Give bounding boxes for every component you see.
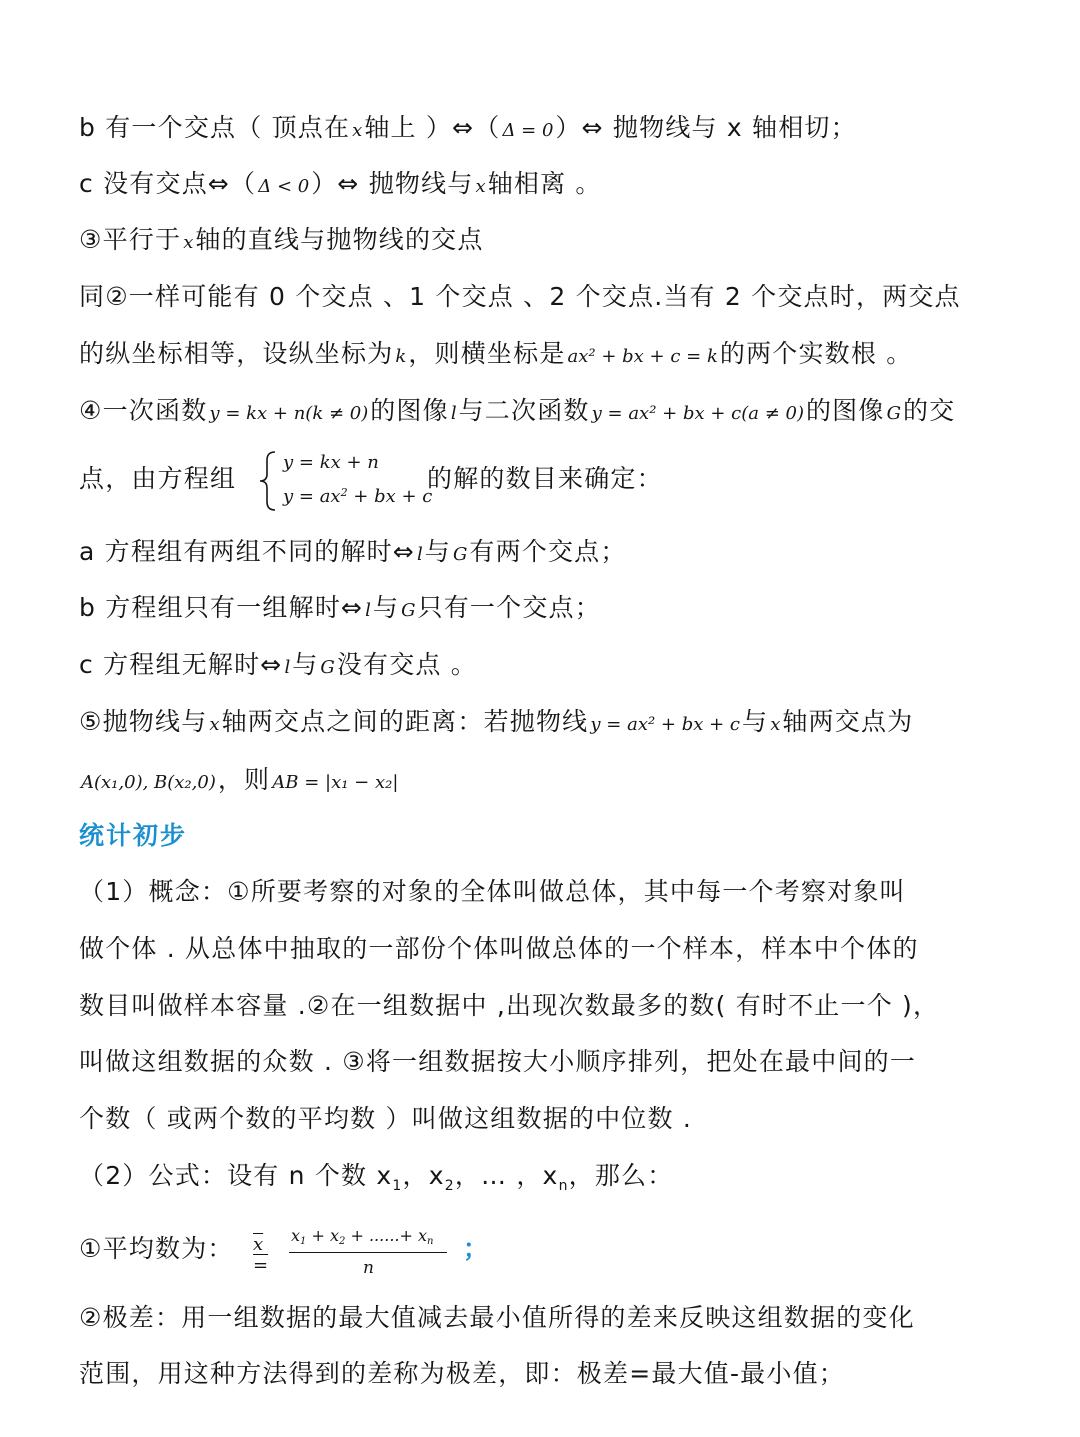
math-x: x — [209, 714, 220, 735]
text: 的解的数目来确定： — [427, 464, 663, 493]
text: ，x — [402, 1161, 445, 1190]
line-case-a — [79, 536, 627, 571]
x-bar-text: x = — [253, 1234, 269, 1276]
line-distance-formula — [79, 764, 400, 799]
text: 点，由方程组 — [79, 464, 237, 493]
text: 有两个交点； — [469, 537, 627, 566]
text: 轴相离 。 — [487, 169, 602, 198]
paragraph-line: ②极差：用一组数据的最大值减去最小值所得的差来反映这组数据的变化 — [79, 1303, 915, 1332]
math-G: G — [452, 544, 468, 565]
text: ）⇔ 抛物线与 x 轴相切； — [555, 113, 857, 142]
mean-denominator: n — [363, 1258, 374, 1278]
text: 与 — [742, 707, 769, 736]
text: （2）公式：设有 n 个数 x — [79, 1161, 393, 1190]
math-points-a-b: A(x₁,0), B(x₂,0) — [81, 772, 216, 793]
text: ④一次函数 — [79, 396, 208, 425]
text: ，那么： — [568, 1161, 674, 1190]
text: 的纵坐标相等，设纵坐标为 — [79, 339, 394, 368]
left-brace-icon — [255, 450, 279, 512]
text: 与 — [372, 593, 400, 622]
line-item-3-body-2 — [79, 338, 912, 373]
math-G: G — [401, 600, 416, 621]
math-x: x — [770, 714, 781, 735]
equation-quadratic — [283, 486, 432, 507]
text: ③平行于 — [79, 225, 182, 254]
math-l: l — [450, 403, 457, 424]
text: b 有一个交点（ 顶点在 — [79, 113, 351, 142]
paragraph-line: 叫做这组数据的众数 . ③将一组数据按大小顺序排列，把处在最中间的一 — [79, 1047, 917, 1076]
text: ，则 — [217, 765, 271, 794]
paragraph-line: 范围，用这种方法得到的差称为极差，即：极差=最大值-最小值； — [79, 1359, 845, 1388]
paragraph-line: 数目叫做样本容量 .②在一组数据中 ,出现次数最多的数( 有时不止一个 )， — [79, 991, 940, 1020]
math-x: x — [352, 120, 363, 141]
paragraph-line: 做个体 . 从总体中抽取的一部份个体叫做总体的一个样本，样本中个体的 — [79, 934, 919, 963]
semicolon: ； — [463, 1234, 489, 1263]
math-G: G — [320, 657, 335, 678]
line-tangent-case — [79, 112, 857, 147]
x-bar-symbol — [253, 1234, 268, 1276]
text: 没有交点 。 — [336, 650, 477, 679]
text: ，… ，x — [454, 1161, 559, 1190]
math-delta-zero: Δ = 0 — [502, 120, 554, 141]
text: 与二次函数 — [458, 396, 590, 425]
math-quadratic-equals-k: ax² + bx + c = k — [567, 346, 718, 367]
text: 轴两交点之间的距离：若抛物线 — [221, 707, 589, 736]
paragraph-line: （1）概念：①所要考察的对象的全体叫做总体，其中每一个考察对象叫 — [79, 877, 906, 906]
math-delta-negative: Δ < 0 — [258, 176, 310, 197]
text: c 没有交点⇔（ — [79, 169, 257, 198]
paragraph-line: 个数（ 或两个数的平均数 ）叫做这组数据的中位数 . — [79, 1104, 692, 1133]
math-x: x — [183, 232, 194, 253]
text: 轴的直线与抛物线的交点 — [195, 225, 484, 254]
text: 的图像 — [805, 396, 885, 425]
math-linear-function: y = kx + n(k ≠ 0) — [209, 403, 369, 424]
numerator-part: + ......+ x — [345, 1226, 427, 1245]
math-k: k — [395, 346, 407, 367]
text: ，则横坐标是 — [408, 339, 566, 368]
text: 的图像 — [370, 396, 449, 425]
text: ①平均数为： — [79, 1234, 234, 1263]
subscript: 2 — [444, 1178, 455, 1194]
math-l: l — [365, 600, 371, 621]
text: 的交 — [902, 396, 956, 425]
line-no-intersection-case — [79, 168, 602, 203]
mean-numerator — [291, 1226, 433, 1247]
math-quadratic-function: y = ax² + bx + c(a ≠ 0) — [591, 403, 804, 424]
subscript: 2 — [339, 1236, 346, 1247]
math-l: l — [284, 657, 291, 678]
text: 轴两交点为 — [782, 707, 914, 736]
text: c 方程组无解时⇔ — [79, 650, 283, 679]
text: 只有一个交点； — [417, 593, 601, 622]
eq-part: y = ax — [283, 486, 341, 507]
text: 与 — [424, 537, 451, 566]
text: b 方程组只有一组解时⇔ — [79, 593, 364, 622]
eq-exponent: 2 — [340, 486, 348, 499]
math-distance-ab: AB = |x₁ − x₂| — [272, 772, 399, 793]
line-case-c — [79, 649, 477, 684]
text: a 方程组有两组不同的解时⇔ — [79, 537, 416, 566]
text: 同②一样可能有 0 个交点 、1 个交点 、2 个交点.当有 2 个交点时，两交点 — [79, 282, 961, 311]
fraction-bar — [289, 1252, 447, 1253]
line-item-3-body-1 — [79, 281, 961, 313]
math-G: G — [886, 403, 901, 424]
numerator-part: x — [291, 1226, 301, 1245]
eq-part: + bx + c — [347, 486, 433, 507]
subscript: n — [427, 1236, 434, 1247]
numerator-part: + x — [306, 1226, 340, 1245]
line-item-5-title — [79, 706, 913, 741]
subscript: 1 — [392, 1178, 403, 1194]
line-case-b — [79, 592, 601, 627]
subscript: n — [558, 1178, 569, 1194]
section-heading: 统计初步 — [79, 821, 188, 850]
line-formula-setup — [79, 1160, 673, 1202]
text: 与 — [292, 650, 319, 679]
text: ⑤抛物线与 — [79, 707, 208, 736]
math-x: x — [475, 176, 486, 197]
equation-linear: y = kx + n — [283, 452, 379, 473]
math-parabola: y = ax² + bx + c — [590, 714, 740, 735]
text: ）⇔ 抛物线与 — [311, 169, 474, 198]
subscript: 1 — [300, 1236, 307, 1247]
text: 轴上 ）⇔（ — [364, 113, 501, 142]
math-l: l — [417, 544, 423, 565]
text: 的两个实数根 。 — [719, 339, 913, 368]
line-item-3-title — [79, 224, 484, 259]
line-item-4-title — [79, 395, 955, 430]
